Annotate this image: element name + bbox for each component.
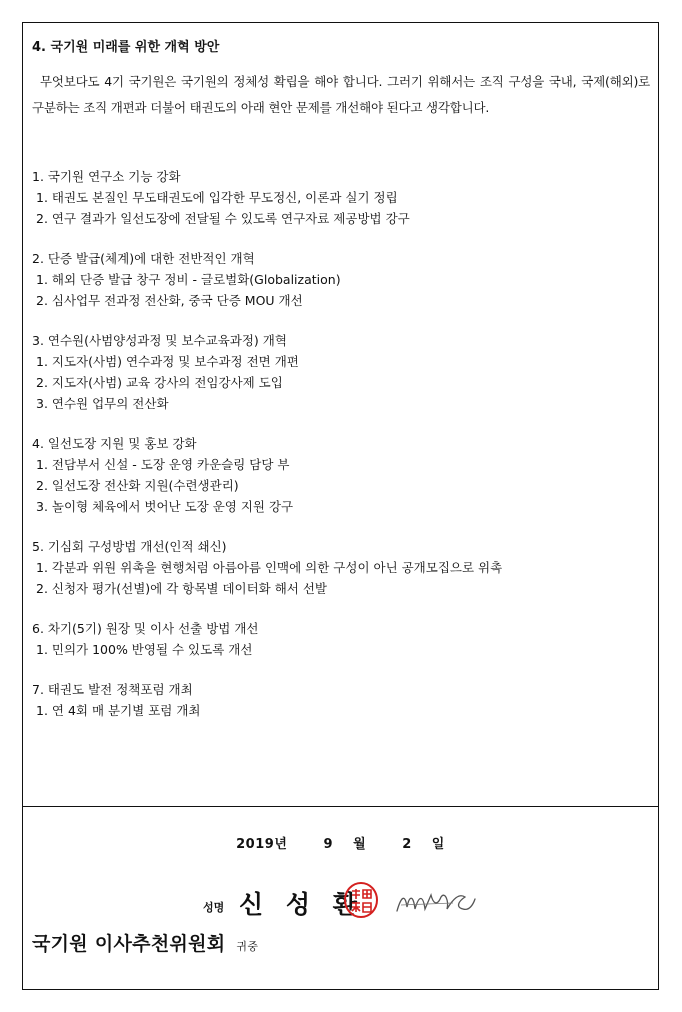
section-item: 2. 신청자 평가(선별)에 각 항목별 데이터화 해서 선발 <box>36 581 327 596</box>
date-month-unit: 월 <box>353 837 367 852</box>
date-line <box>23 833 658 852</box>
section-item: 1. 민의가 100% 반영될 수 있도록 개선 <box>36 642 253 657</box>
date-year: 2019년 <box>236 837 288 852</box>
section-title: 3. 연수원(사범양성과정 및 보수교육과정) 개혁 <box>32 333 287 348</box>
section-item: 1. 전담부서 신설 - 도장 운영 카운슬링 담당 부 <box>36 457 290 472</box>
section-title: 5. 기심회 구성방법 개선(인적 쇄신) <box>32 539 227 554</box>
section-heading: 4. 국기원 미래를 위한 개혁 방안 <box>32 40 220 55</box>
section-item: 3. 연수원 업무의 전산화 <box>36 396 169 411</box>
reform-sections <box>32 166 650 721</box>
date-day-unit: 일 <box>431 837 445 852</box>
section-title: 4. 일선도장 지원 및 홍보 강화 <box>32 436 197 451</box>
reform-section <box>32 679 650 721</box>
reform-section <box>32 248 650 311</box>
signer-line <box>203 881 543 921</box>
section-item: 2. 연구 결과가 일선도장에 전달될 수 있도록 연구자료 제공방법 강구 <box>36 211 410 226</box>
section-item: 1. 태권도 본질인 무도태권도에 입각한 무도정신, 이론과 실기 정립 <box>36 190 398 205</box>
reform-section <box>32 536 650 599</box>
signer-name: 신 성 환 <box>239 890 364 919</box>
sign-label: 성명 <box>203 901 225 914</box>
red-personal-seal-icon <box>343 881 379 919</box>
date-day-number: 2 <box>402 837 412 852</box>
reform-section <box>32 433 650 517</box>
date-month-number: 9 <box>323 837 333 852</box>
section-item: 1. 지도자(사범) 연수과정 및 보수과정 전면 개편 <box>36 354 299 369</box>
section-item: 2. 지도자(사범) 교육 강사의 전임강사제 도입 <box>36 375 283 390</box>
recipient-line <box>32 929 258 956</box>
proposal-content <box>23 23 658 807</box>
section-title: 7. 태권도 발전 정책포럼 개최 <box>32 682 193 697</box>
section-item: 2. 심사업무 전과정 전산화, 중국 단증 MOU 개선 <box>36 293 303 308</box>
recipient-name: 국기원 이사추천위원회 <box>32 933 226 955</box>
section-item: 1. 각분과 위원 위촉을 현행처럼 아름아름 인맥에 의한 구성이 아닌 공개모집으로 위촉 <box>36 560 503 575</box>
document-frame <box>22 22 659 990</box>
section-title: 6. 차기(5기) 원장 및 이사 선출 방법 개선 <box>32 621 259 636</box>
section-item: 1. 연 4회 매 분기별 포럼 개최 <box>36 703 201 718</box>
section-title: 2. 단증 발급(체계)에 대한 전반적인 개혁 <box>32 251 255 266</box>
reform-section <box>32 618 650 660</box>
reform-section <box>32 166 650 229</box>
handwritten-signature <box>393 887 477 917</box>
section-title: 1. 국기원 연구소 기능 강화 <box>32 169 181 184</box>
reform-section <box>32 330 650 414</box>
recipient-honorific: 귀중 <box>236 940 259 953</box>
section-item: 3. 놀이형 체육에서 벗어난 도장 운영 지원 강구 <box>36 499 294 514</box>
intro-paragraph: 무엇보다도 4기 국기원은 국기원의 정체성 확립을 해야 합니다. 그러기 위해서는 조직 구성을 국내, 국제(해외)로 구분하는 조직 개편과 더불어 태권도의 아래 현안 문제를 개선해야 된다고 생각합니다. <box>32 74 650 115</box>
signature-block <box>23 809 658 989</box>
section-item: 1. 해외 단증 발급 창구 정비 - 글로벌화(Globalization) <box>36 272 341 287</box>
section-item: 2. 일선도장 전산화 지원(수련생관리) <box>36 478 239 493</box>
